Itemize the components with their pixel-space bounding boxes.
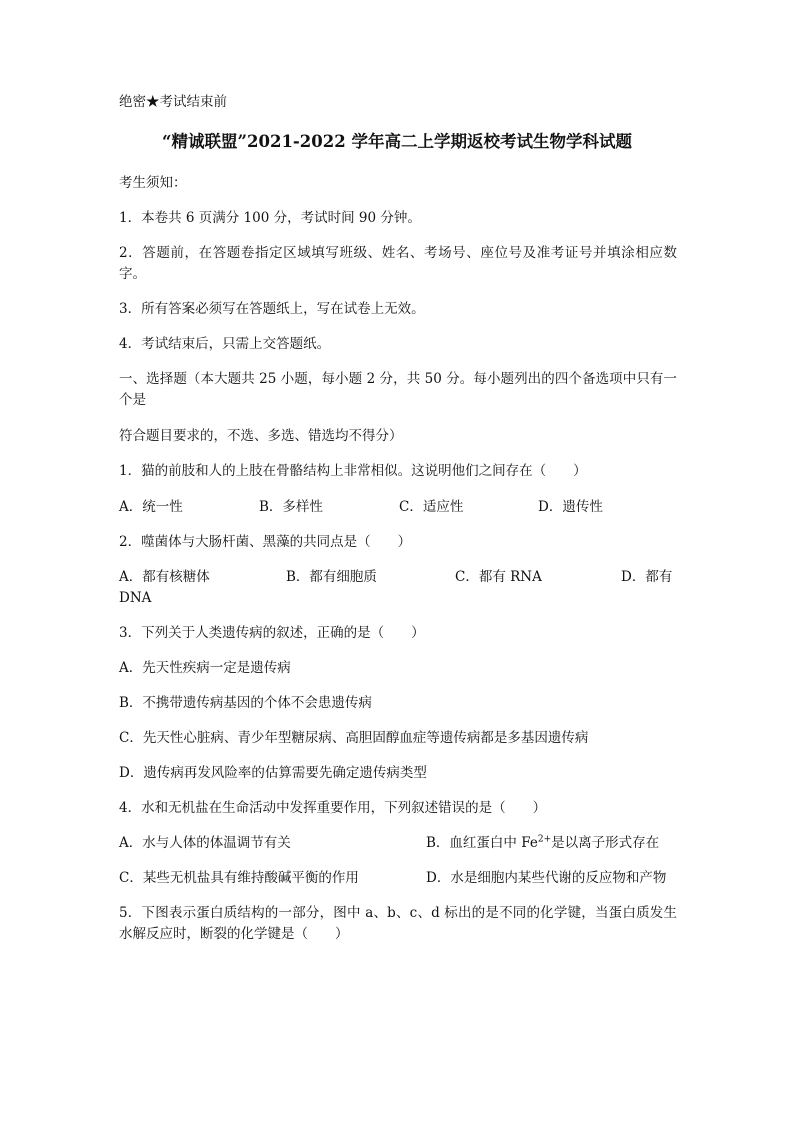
- option-d: D．遗传病再发风险率的估算需要先确定遗传病类型: [119, 765, 427, 781]
- question-stem: 1．猫的前肢和人的上肢在骨骼结构上非常相似。这说明他们之间存在（ ）: [119, 463, 587, 479]
- secret-mark: 绝密★考试结束前: [119, 94, 227, 110]
- option-d-continued: DNA: [119, 590, 152, 606]
- exam-title: “精诚联盟”2021-2022 学年高二上学期返校考试生物学科试题: [162, 132, 632, 151]
- notice-item: 2．答题前，在答题卷指定区域填写班级、姓名、考场号、座位号及准考证号并填涂相应数字。: [119, 245, 677, 282]
- option-a: A．水与人体的体温调节有关: [119, 835, 291, 851]
- section-intro-continued: 符合题目要求的，不选、多选、错选均不得分）: [119, 428, 403, 444]
- option-a: A．先天性疾病一定是遗传病: [119, 660, 291, 676]
- option-b: B．多样性: [259, 499, 323, 515]
- question-stem: 4．水和无机盐在生命活动中发挥重要作用，下列叙述错误的是（ ）: [119, 800, 547, 816]
- option-c: C．适应性: [399, 499, 464, 515]
- option-c: C．先天性心脏病、青少年型糖尿病、高胆固醇血症等遗传病都是多基因遗传病: [119, 730, 589, 746]
- option-b: [426, 833, 659, 854]
- option-a: A．统一性: [119, 499, 183, 515]
- option-d: D．水是细胞内某些代谢的反应物和产物: [426, 870, 667, 886]
- option-b: B．都有细胞质: [286, 569, 377, 585]
- question-stem: 2．噬菌体与大肠杆菌、黑藻的共同点是（ ）: [119, 534, 412, 550]
- option-c: C．都有 RNA: [455, 569, 542, 585]
- question-stem: 3．下列关于人类遗传病的叙述，正确的是（ ）: [119, 625, 425, 641]
- notice-heading: 考生须知：: [119, 175, 187, 191]
- option-a: A．都有核糖体: [119, 569, 210, 585]
- notice-item: 3．所有答案必须写在答题纸上，写在试卷上无效。: [119, 301, 425, 317]
- option-b-text-end: 是以离子形式存在: [551, 835, 660, 851]
- option-d: D．都有: [621, 569, 673, 585]
- option-d: D．遗传性: [538, 499, 603, 515]
- charge-superscript: 2+: [537, 834, 552, 845]
- notice-item: 1．本卷共 6 页满分 100 分，考试时间 90 分钟。: [119, 210, 421, 226]
- option-b: B．不携带遗传病基因的个体不会患遗传病: [119, 695, 372, 711]
- notice-item: 4．考试结束后，只需上交答题纸。: [119, 336, 331, 352]
- question-stem: 5．下图表示蛋白质结构的一部分，图中 a、b、c、d 标出的是不同的化学键，当蛋白质发生水解反应时，断裂的化学键是（ ）: [119, 905, 677, 942]
- section-intro: 一、选择题（本大题共 25 小题，每小题 2 分，共 50 分。每小题列出的四个备选项中只有一个是: [119, 371, 677, 408]
- option-c: C．某些无机盐具有维持酸碱平衡的作用: [119, 870, 359, 886]
- option-b-text: B．血红蛋白中 Fe: [426, 835, 538, 851]
